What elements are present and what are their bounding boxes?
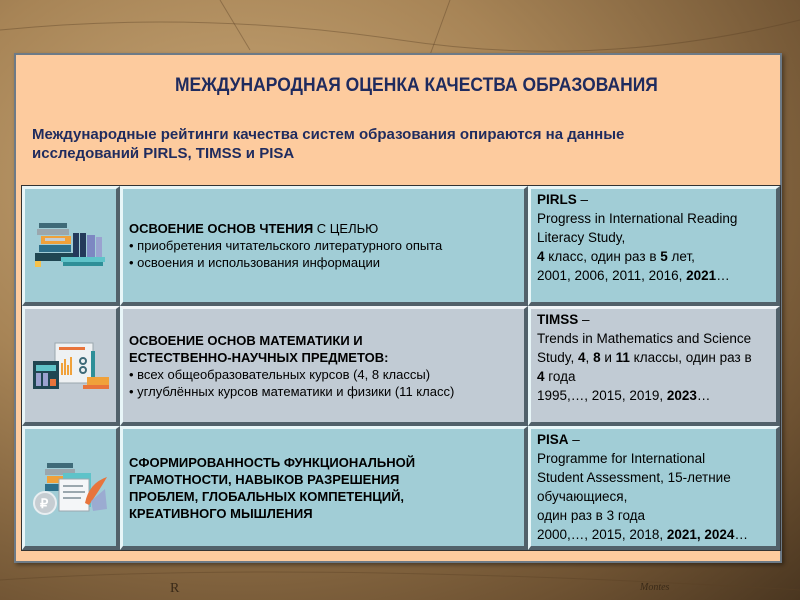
grade-text: класс, один раз в: [544, 249, 661, 264]
row-1-icon-cell: [22, 186, 120, 306]
page-title: МЕЖДУНАРОДНАЯ ОЦЕНКА КАЧЕСТВА ОБРАЗОВАНИЯ: [174, 75, 658, 96]
study-full-name: Programme for International: [537, 451, 706, 466]
row-3-study-cell: [528, 426, 780, 550]
subtitle-line-2: исследований PIRLS, TIMSS и PISA: [32, 145, 295, 162]
goal-heading-rest: С ЦЕЛЬЮ: [313, 221, 379, 236]
years: 2001, 2006, 2011, 2016,: [537, 268, 687, 283]
years-current: 2023: [666, 388, 697, 403]
row-2-icon-cell: [22, 306, 120, 426]
goal-bullet: • углублённых курсов математики и физики (11 класс): [129, 383, 454, 400]
period-text: года: [544, 369, 576, 384]
study-full-name: Progress in International Reading: [537, 211, 738, 226]
study-years: [537, 386, 752, 405]
grade-number: 4: [578, 350, 586, 365]
study-full-name: Trends in Mathematics and Science: [537, 331, 752, 346]
studies-table: [21, 185, 781, 551]
study-full-name-cont: Student Assessment, 15-летние: [537, 470, 731, 485]
goal-heading: ОСВОЕНИЕ ОСНОВ ЧТЕНИЯ: [129, 221, 314, 236]
years-current: 2021: [686, 268, 717, 283]
row-2-study-cell: [528, 306, 780, 426]
grade-number: 8: [593, 350, 601, 365]
study-name: PISA: [537, 432, 569, 447]
period-text: лет,: [667, 249, 695, 264]
goal-bullet: • приобретения читательского литературного опыта: [129, 237, 442, 254]
separator: ,: [585, 350, 594, 365]
goal-heading-cont: КРЕАТИВНОГО МЫШЛЕНИЯ: [129, 505, 313, 521]
dash: –: [576, 192, 589, 207]
books-stack-icon: [35, 221, 107, 271]
svg-text:R: R: [170, 581, 180, 596]
goal-heading-cont: ГРАМОТНОСТИ, НАВЫКОВ РАЗРЕШЕНИЯ: [129, 471, 400, 487]
grade-number: 4: [537, 249, 545, 264]
goal-bullet: • освоения и использования информации: [129, 254, 442, 271]
grade-text: классы, один раз в: [629, 350, 752, 365]
study-name: TIMSS: [537, 312, 579, 327]
study-period: один раз в 3 года: [537, 508, 646, 523]
separator: и: [600, 350, 616, 365]
goal-bullet: • всех общеобразовательных курсов (4, 8 классы): [129, 366, 454, 383]
subtitle: [32, 125, 732, 163]
goal-heading: ОСВОЕНИЕ ОСНОВ МАТЕМАТИКИ И: [129, 332, 363, 348]
row-3-icon-cell: [22, 426, 120, 550]
study-participants: обучающиеся,: [537, 489, 628, 504]
content-panel: [14, 53, 782, 563]
study-full-name-cont: Study,: [537, 350, 579, 365]
years: 2000,…, 2015, 2018,: [537, 527, 667, 542]
study-grade: [537, 247, 737, 266]
study-full-name-cont: Literacy Study,: [537, 230, 626, 245]
dash: –: [568, 432, 580, 447]
dash: –: [578, 312, 590, 327]
period-number: 4: [537, 369, 545, 384]
goal-heading-cont: ЕСТЕСТВЕННО-НАУЧНЫХ ПРЕДМЕТОВ:: [129, 349, 389, 365]
row-3-goal-cell: [120, 426, 528, 550]
literacy-documents-icon: [33, 461, 109, 515]
years-ellipsis: …: [696, 388, 711, 403]
grade-number: 11: [615, 350, 630, 365]
subtitle-line-1: Международные рейтинги качества систем образования опираются на данные: [32, 126, 625, 143]
years-ellipsis: …: [716, 268, 730, 283]
years-ellipsis: …: [734, 527, 748, 542]
svg-text:Montes: Montes: [640, 582, 670, 593]
goal-heading: СФОРМИРОВАННОСТЬ ФУНКЦИОНАЛЬНОЙ: [129, 454, 416, 470]
study-grade: [537, 348, 752, 367]
row-1-study-cell: [528, 186, 780, 306]
math-science-chart-icon: [33, 341, 109, 391]
row-1-goal-cell: [120, 186, 528, 306]
years: 1995,…, 2015, 2019,: [537, 388, 667, 403]
study-period: [537, 367, 752, 386]
study-years: [537, 266, 737, 285]
svg-text:₽: ₽: [39, 495, 48, 511]
goal-heading-cont: ПРОБЛЕМ, ГЛОБАЛЬНЫХ КОМПЕТЕНЦИЙ,: [129, 488, 405, 504]
years-current: 2021, 2024: [666, 527, 735, 542]
period-number: 5: [660, 249, 668, 264]
study-name: PIRLS: [537, 192, 577, 207]
study-years: [537, 525, 748, 544]
row-2-goal-cell: [120, 306, 528, 426]
